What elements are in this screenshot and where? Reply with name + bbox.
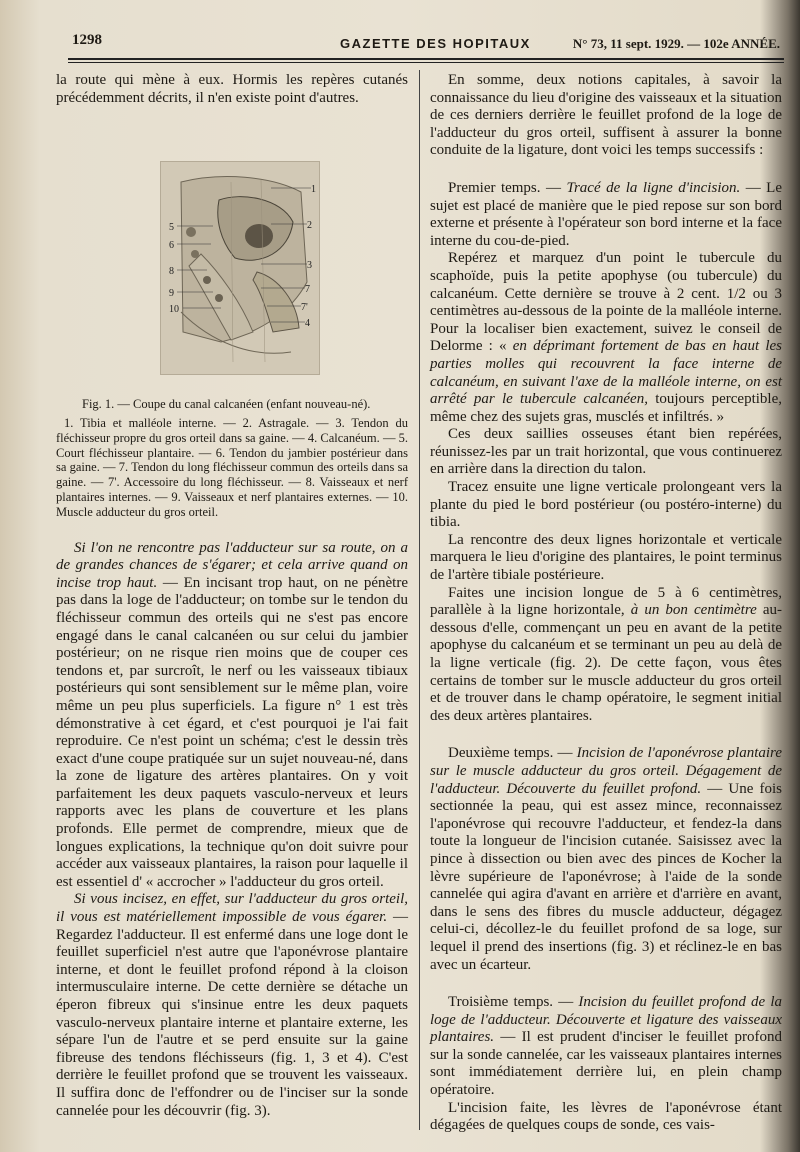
section-first-step xyxy=(430,180,782,250)
paragraph: En somme, deux notions capitales, à savoir la connaissance du lieu d'origine des vaisseaux et la situation de ces derniers derrière le feuillet profond de la loge de l'adducteur du gros orteil, suffisent à assurer la bonne conduite de la ligature, dont voici les temps successifs : xyxy=(430,72,782,159)
step-title: Incision de l'aponévrose plantaire sur le muscle adducteur du gros orteil. Dégagement de l'adducteur. Découverte du feuillet profond. xyxy=(430,745,783,797)
step-title: Incision du feuillet profond de la loge de l'adducteur. Découverte et ligature des vaisseaux plantaires. xyxy=(430,994,782,1046)
italic-phrase: à un bon centimètre xyxy=(630,602,757,619)
step-heading: Premier temps. — xyxy=(448,179,567,196)
figure-label: 3 xyxy=(307,260,312,272)
header-rule-thin xyxy=(68,62,784,63)
figure-label: 7 xyxy=(305,284,310,296)
figure-label: 8 xyxy=(169,266,174,278)
section-second-step xyxy=(430,745,782,974)
figure-label: 2 xyxy=(307,220,312,232)
figure-label: 9 xyxy=(169,288,174,300)
paragraph: Ces deux saillies osseuses étant bien repérées, réunissez-les par un trait horizontal, que vous continuerez en arrière dans la direction du talon. xyxy=(430,426,782,478)
column-divider xyxy=(419,70,420,1130)
figure-caption xyxy=(56,397,408,519)
figure-1 xyxy=(160,161,320,375)
paragraph xyxy=(56,540,408,892)
figure-label: 4 xyxy=(305,318,310,330)
page-number: 1298 xyxy=(72,32,102,48)
step-heading: Troisième temps. — xyxy=(448,994,579,1011)
paragraph-text: Faites une incision longue de 5 à 6 centimètres, parallèle à la ligne horizontale, xyxy=(430,584,782,619)
quote-italic: en déprimant fortement de bas en haut les parties molles qui recouvrent la face interne de calcanéum, en suivant l'axe de la malléole interne, on est arrêté par le tubercule calcanéen, xyxy=(430,338,782,408)
caption-legend: 1. Tibia et malléole interne. — 2. Astragale. — 3. Tendon du fléchisseur propre du gros orteil dans sa gaine. — 4. Calcanéum. — 5. Court fléchisseur plantaire. — 6. Tendon du jambier postérieur dans sa gaine. — 7. Tendon du long fléchisseur commun des orteils dans sa gaine. — 7'. Accessoire du long fléchisseur. — 8. Vaisseaux et nerf plantaires internes. — 9. Vaisseaux et nerf plantaires externes. — 10. Muscle adducteur du gros orteil. xyxy=(56,415,408,519)
section-third-step xyxy=(430,994,782,1100)
left-column xyxy=(56,72,408,1120)
paragraph-text: — Regardez l'adducteur. Il est enfermé dans une loge dont le feuillet superficiel n'est autre que l'aponévrose plantaire interne, et dont le feuillet profond répond à la cloison intermusculaire interne. De cette dernière se détache un éperon fibreux qui s'insinue entre les deux paquets vasculo-nerveux plantaire interne et plantaire externe, les sépare l'un de l'autre et se perd ensuite sur la gaine fibreuse des tendons fléchisseurs (fig. 1, 3 et 4). C'est derrière le feuillet profond que se trouvent les vaisseaux. Il suffira donc de l'effondrer ou de l'inciser sur la sonde cannelée pour les découvrir (fig. 3). xyxy=(56,909,408,1119)
paragraph xyxy=(56,891,408,1120)
italic-lead: Si l'on ne rencontre pas l'adducteur sur sa route, on a de grandes chances de s'égarer; et cela arrive quand on incise trop haut. xyxy=(56,539,408,591)
journal-title: GAZETTE DES HOPITAUX xyxy=(340,36,531,51)
running-header xyxy=(68,32,784,56)
header-rule xyxy=(68,58,784,60)
cross-section-drawing xyxy=(161,162,319,374)
issue-info: N° 73, 11 sept. 1929. — 102e ANNÉE. xyxy=(572,36,780,51)
caption-title: Fig. 1. — Coupe du canal calcanéen (enfant nouveau-né). xyxy=(82,397,371,412)
figure-label: 6 xyxy=(169,240,174,252)
figure-label: 5 xyxy=(169,222,174,234)
step-title: Tracé de la ligne d'incision. xyxy=(566,179,741,196)
paragraph: L'incision faite, les lèvres de l'aponévrose étant dégagées de quelques coups de sonde, ces vais- xyxy=(430,1099,782,1134)
figure-label: 7' xyxy=(301,302,308,314)
right-column xyxy=(430,72,782,1135)
italic-lead: Si vous incisez, en effet, sur l'adducteur du gros orteil, il vous est matériellement impossible de vous égarer. xyxy=(56,891,408,926)
paragraph-text: — En incisant trop haut, on ne pénètre pas dans la loge de l'adducteur; on tombe sur le tendon du fléchisseur commun des orteils qui ne s'est pas encore engagé dans le canal calcanéen ou sur celui du jambier postérieur; on ne risque rien moins que de couper ces tendons et, par surcroît, le nerf ou les vaisseaux tibiaux postérieurs qui sont sensiblement sur le même plan, voire même un peu plus superficiels. La figure n° 1 est très démonstrative à cet égard, et c'est pourquoi je l'ai fait reproduire. Ce n'est point un schéma; c'est le dessin très exact d'une coupe pratiquée sur un sujet nouveau-né, dans la zone de ligature des artères plantaires. On y voit parfaitement les deux paquets vasculo-nerveux et leurs rapports avec les plans de couverture et les plans profonds. Elle permet de comprendre, mieux que de longues explications, la technique qu'on doit suivre pour accéder aux vaisseaux plantaires, la raison pour laquelle il est essentiel d' « accrocher » l'adducteur du gros orteil. xyxy=(56,574,408,890)
paragraph: Tracez ensuite une ligne verticale prolongeant vers la plante du pied le bord postérieur (ou postéro-interne) du tibia. xyxy=(430,479,782,531)
paragraph: La rencontre des deux lignes horizontale et verticale marquera le lieu d'origine des plantaires, le point terminus de l'artère tibiale postérieure. xyxy=(430,531,782,584)
intro-paragraph: la route qui mène à eux. Hormis les repères cutanés précédemment décrits, il n'en existe point d'autres. xyxy=(56,72,408,106)
figure-label: 1 xyxy=(311,184,316,196)
step-heading: Deuxième temps. — xyxy=(448,745,577,762)
paragraph-text: — Le sujet est placé de manière que le pied repose sur son bord externe et présente à l'opérateur son bord interne et la face interne du cou-de-pied. xyxy=(430,179,782,249)
paragraph-text: au-dessous d'elle, commençant un peu en avant de la petite apophyse du calcanéum et se terminant un peu au delà de la ligne verticale (fig. 2). De cette façon, vous êtes certains de tomber sur le muscle adducteur du gros orteil et de trouver dans le champ opératoire, le segment initial des deux artères plantaires. xyxy=(430,602,783,724)
paragraph xyxy=(430,250,782,426)
paragraph-text: Repérez et marquez d'un point le tubercule du scaphoïde, puis la petite apophyse (ou tubercule) du calcanéum. Cette dernière se trouve à 2 cent. 1/2 ou 3 centimètres au-dessous de la pointe de la malléole interne. Pour la localiser bien exactement, suivez le conseil de Delorme : « xyxy=(430,250,782,355)
paragraph-text: — Une fois sectionnée la peau, qui est assez mince, reconnaissez l'aponévrose qui recouvre l'adducteur, et fendez-la dans toute la longueur de l'incision cutanée. Saisissez avec la pince à dissection ou bien avec des pinces de Kocher la lèvre supérieure de l'aponévrose; à l'aide de la sonde cannelée qui agira d'avant en arrière et d'arrière en avant, dans le sens des fibres du muscle adducteur, dégagez celui-ci, décollez-le du feuillet profond de sa loge, sur lequel il prend des insertions (fig. 3) et réclinez-le en bas avec un écarteur. xyxy=(430,780,782,973)
figure-label: 10 xyxy=(169,304,179,316)
paragraph xyxy=(430,585,782,726)
paragraph-text: toujours perceptible, même chez des sujets gras, musclés et infiltrés. » xyxy=(430,391,782,425)
paragraph-text: — Il est prudent d'inciser le feuillet profond sur la sonde cannelée, car les vaisseaux plantaires internes sont immédiatement derrière lui, en plein champ opératoire. xyxy=(430,1029,782,1099)
